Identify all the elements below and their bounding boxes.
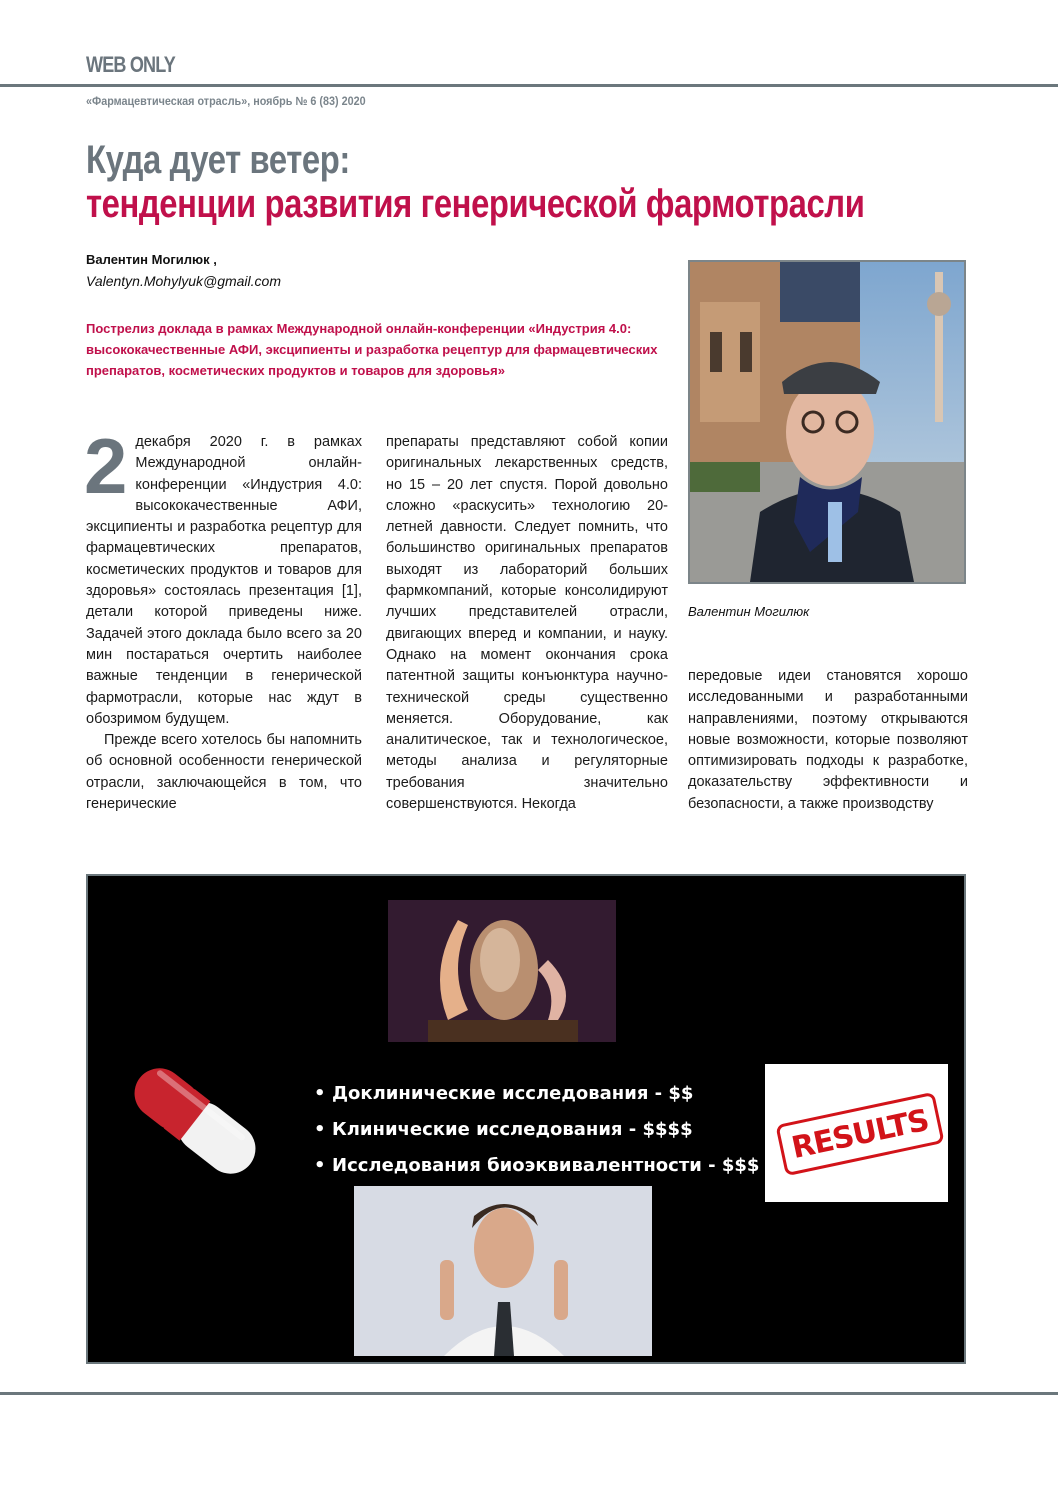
presentation-slide bbox=[86, 874, 966, 1364]
slide-bullet: • Клинические исследования - $$$$ bbox=[314, 1119, 693, 1140]
article-lead: Пострелиз доклада в рамках Международной онлайн-конференции «Индустрия 4.0: высококачественные АФИ, эксципиенты и разработка рецептур для фармацевтических препаратов, косметических продуктов и товаров для здоровья» bbox=[86, 321, 658, 378]
paragraph: Прежде всего хотелось бы напомнить об основной особенности генерической отрасли, заключающейся в том, что генерические bbox=[86, 732, 362, 813]
author-photo bbox=[688, 260, 966, 584]
bottom-divider bbox=[0, 1392, 1058, 1395]
drop-cap: 2 bbox=[84, 422, 128, 510]
slide-bullet-list bbox=[314, 1076, 759, 1184]
author-photo-image bbox=[690, 262, 964, 582]
top-divider bbox=[0, 84, 1058, 87]
capsule-pill-icon bbox=[120, 1056, 270, 1186]
slide-bullet: • Доклинические исследования - $$ bbox=[314, 1083, 694, 1104]
paragraph bbox=[84, 422, 362, 730]
author-email[interactable]: Valentyn.Mohylyuk@gmail.com bbox=[86, 273, 281, 289]
paragraph: препараты представляют собой копии оригинальных лекарственных средств, но 15 – 20 лет спустя. Порой довольно сложно «раскусить» технологию 20-летней давности. Следует помнить, что большинство оригинальных препаратов выходят из лабораторий больших фармкомпаний, которые консолидируют лучших представителей отрасли, двигающих вперед и компании, и науку. Однако на момент окончания срока патентной защиты конъюнктура научно-технической среды существенно меняется. Оборудование, как аналитическое, так и технологическое, методы анализа и регуляторные требования значительно совершенствуются. Некогда bbox=[386, 434, 668, 813]
author-name: Валентин Могилюк , bbox=[86, 252, 217, 267]
crystal-ball-image bbox=[388, 900, 616, 1042]
paragraph: передовые идеи становятся хорошо исследованными и разработанными направлениями, поэтому открываются новые возможности, которые позволяют оптимизировать подходы к разработке, доказательству эффективности и безопасности, а также производству bbox=[688, 668, 968, 812]
journal-issue-line: «Фармацевтическая отрасль», ноябрь № 6 (83) 2020 bbox=[86, 94, 366, 108]
results-stamp: RESULTS bbox=[775, 1092, 944, 1177]
photo-caption: Валентин Могилюк bbox=[688, 604, 810, 619]
title-line-2: тенденции развития генерической фармотрасли bbox=[86, 182, 865, 226]
results-stamp-image bbox=[765, 1064, 948, 1202]
text-column-3 bbox=[688, 666, 968, 815]
text-column-1 bbox=[84, 422, 362, 815]
fingers-crossed-man-image bbox=[354, 1186, 652, 1356]
text-column-2 bbox=[386, 432, 668, 815]
slide-bullet: • Исследования биоэквивалентности - $$$ bbox=[314, 1155, 760, 1176]
title-line-1: Куда дует ветер: bbox=[86, 138, 350, 182]
paragraph-text: декабря 2020 г. в рамках Международной онлайн-конференции «Индустрия 4.0: высококачественные АФИ, эксципиенты и разработка рецептур для фармацевтических препаратов, косметических продуктов и товаров для здоровья» состоялась презентация [1], детали которой приведены ниже. Задачей этого доклада было всего за 20 мин постараться очертить наиболее важные тенденции в генерической фармотрасли, которые нас ждут в обозримом будущем. bbox=[86, 434, 362, 727]
article-title bbox=[86, 138, 864, 226]
section-label: WEB ONLY bbox=[86, 52, 175, 77]
